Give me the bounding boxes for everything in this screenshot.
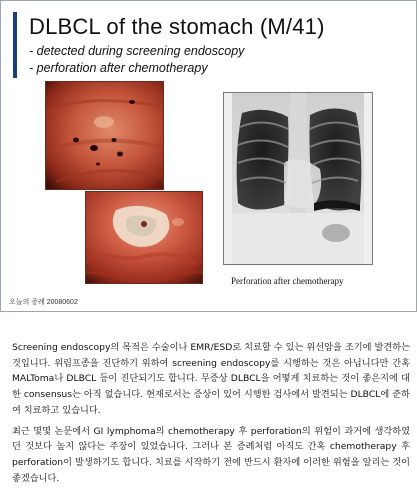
article-body	[12, 340, 410, 491]
endoscopy-image-2	[85, 191, 203, 284]
endoscopy-photo-1	[46, 82, 163, 189]
chest-xray-image	[223, 92, 373, 265]
slide-bullet-2: - perforation after chemotherapy	[29, 61, 208, 75]
slide-bullet-1: - detected during screening endoscopy	[29, 44, 245, 58]
xray-caption: Perforation after chemotherapy	[231, 276, 344, 286]
title-accent-bar	[13, 12, 17, 78]
chest-xray-photo	[224, 93, 372, 264]
article-paragraph-2: 최근 몇몇 논문에서 GI lymphoma의 chemotherapy 후 perforation의 위험이 과거에 생각하였던 것보다 높지 않다는 주장이 있었습니다. 그러나 본 증례처럼 아직도 간혹 chemotherapy 후 perforation이 발생하기도 합니다. 치료를 시작하기 전에 반드시 환자에 이러한 위험을 알리는 것이 좋겠습니다.	[12, 425, 410, 484]
article-paragraph-1: Screening endoscopy의 목적은 수술이나 EMR/ESD로 치료할 수 있는 위선암을 조기에 발견하는 것입니다. 위림프종을 진단하기 위하여 screening endoscopy를 시행하는 것은 아닙니다만 간혹 MALToma나 DLBCL 등이 진단되기도 합니다. 무증상 DLBCL을 어떻게 치료하는 것이 좋은지에 대한 consensus는 아직 없습니다. 현재로서는 증상이 있어 시행한 검사에서 발견되는 DLBCL에 준하여 치료하고 있습니다.	[12, 342, 410, 416]
slide-footer-date: 오늘의 증례 20080602	[9, 299, 78, 306]
endoscopy-image-1	[45, 81, 164, 190]
slide-title: DLBCL of the stomach (M/41)	[29, 14, 325, 39]
endoscopy-photo-2	[86, 192, 202, 283]
